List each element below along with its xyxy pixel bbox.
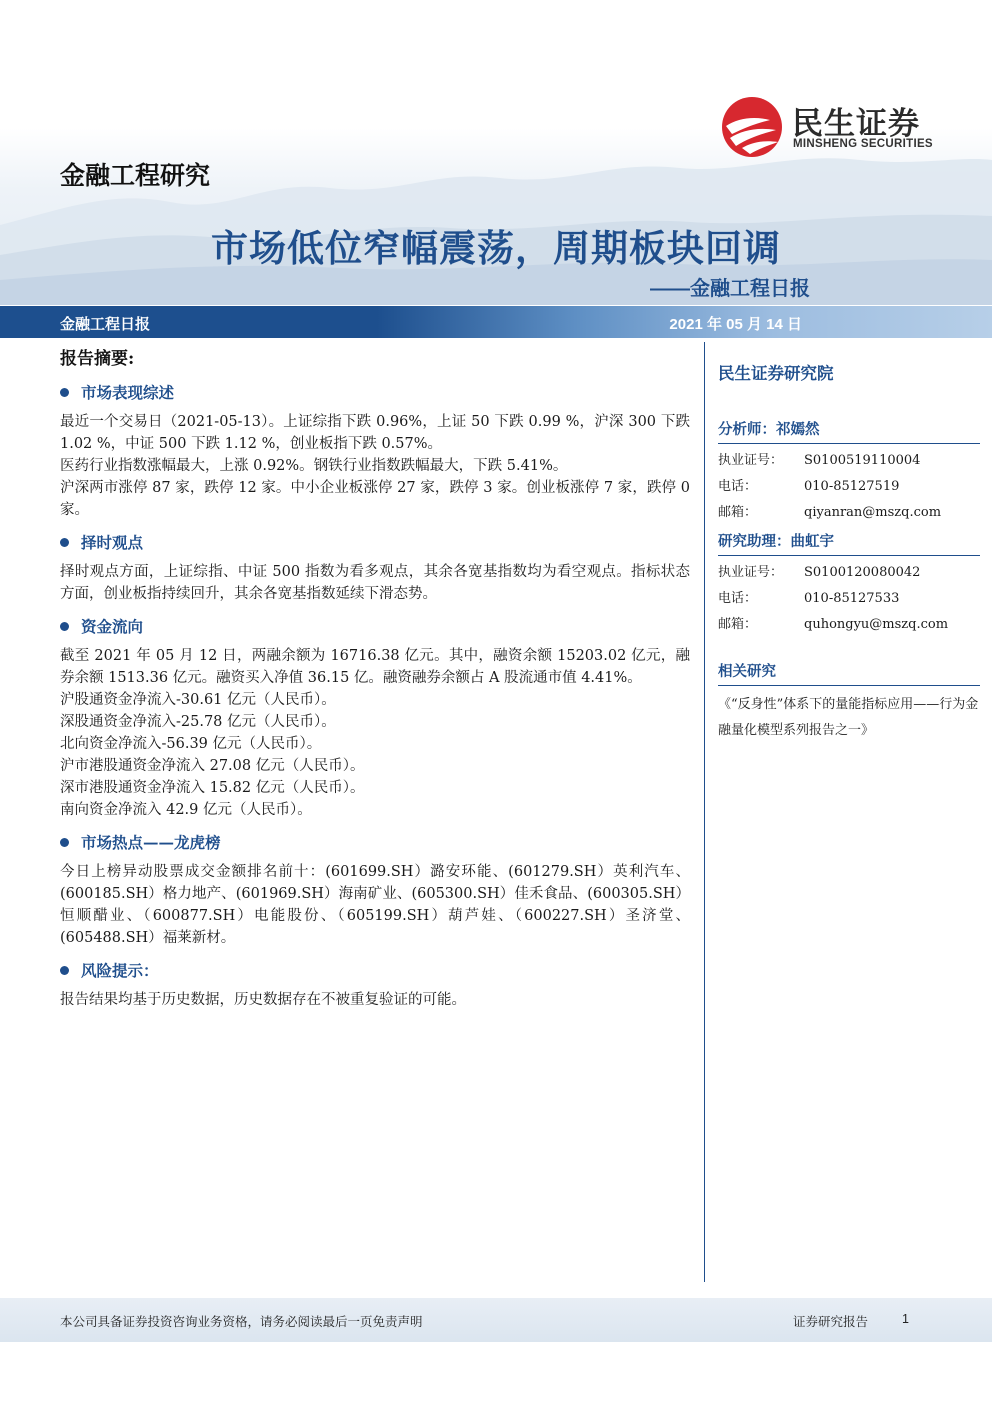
minsheng-logo — [720, 96, 960, 158]
paragraph: 南向资金净流入 42.9 亿元（人民币）。 — [60, 802, 312, 818]
abstract-title: 报告摘要: — [60, 349, 135, 369]
paragraph: 择时观点方面，上证综指、中证 500 指数为看多观点，其余各宽基指数均为看空观点。指标状态方面，创业板指持续回升，其余各宽基指数延续下滑态势。 — [60, 564, 690, 602]
section-heading-hotspots — [60, 831, 690, 853]
assistant-email-link[interactable]: quhongyu@mszq.com — [804, 617, 949, 632]
report-info-bar — [0, 306, 992, 338]
field-label: 执业证号： — [718, 453, 784, 468]
report-type: 金融工程日报 — [60, 316, 151, 333]
paragraph: 沪股通资金净流入-30.61 亿元（人民币）。 — [60, 692, 336, 708]
section-heading-text: 市场表现综述 — [81, 383, 175, 402]
bullet-icon — [60, 538, 69, 547]
field-value: 010-85127519 — [804, 479, 900, 494]
assistant-phone-row — [718, 586, 980, 612]
section-heading-text: 择时观点 — [81, 533, 144, 552]
abstract-column — [60, 344, 690, 1015]
section-heading-timing — [60, 531, 690, 553]
assistant-license-row — [718, 560, 980, 586]
related-research-heading: 相关研究 — [718, 660, 980, 686]
paragraph: 最近一个交易日（2021-05-13）。上证综指下跌 0.96%，上证 50 下跌 0.99 %，沪深 300 下跌 1.02 %，中证 500 下跌 1.12 %，创业板指下跌 0.57%。 — [60, 414, 690, 452]
field-label: 电话： — [718, 479, 758, 494]
logo-name-en: MINSHENG SECURITIES — [793, 138, 933, 150]
paragraph: 截至 2021 年 05 月 12 日，两融余额为 16716.38 亿元。其中，融资余额 15203.02 亿元，融券余额 1513.36 亿元。融资买入净值 36.15 亿。融资融券余额占 A 股流通市值 4.41%。 — [60, 648, 690, 686]
sidebar — [718, 344, 980, 744]
paragraph: 深市港股通资金净流入 15.82 亿元（人民币）。 — [60, 780, 365, 796]
bullet-icon — [60, 388, 69, 397]
section-heading-text: 风险提示： — [81, 961, 159, 980]
section-heading-text: 资金流向 — [81, 617, 144, 636]
page-number: 1 — [902, 1312, 909, 1326]
header-background — [0, 0, 992, 305]
research-institute: 民生证券研究院 — [718, 364, 834, 383]
page-footer — [0, 1298, 992, 1342]
section-heading-market-overview — [60, 381, 690, 403]
paragraph: 沪市港股通资金净流入 27.08 亿元（人民币）。 — [60, 758, 365, 774]
analyst-email-link[interactable]: qiyanran@mszq.com — [804, 505, 942, 520]
analyst-heading: 分析师：祁嫣然 — [718, 418, 980, 444]
section-heading-fund-flow — [60, 615, 690, 637]
field-label: 执业证号： — [718, 565, 784, 580]
analyst-email-row — [718, 500, 980, 526]
bullet-icon — [60, 838, 69, 847]
column-divider — [704, 342, 705, 1282]
paragraph: 医药行业指数涨幅最大，上涨 0.92%。钢铁行业指数跌幅最大，下跌 5.41%。 — [60, 458, 568, 474]
minsheng-logo-mark — [720, 96, 784, 158]
field-label: 邮箱： — [718, 505, 758, 520]
paragraph: 沪深两市涨停 87 家，跌停 12 家。中小企业板涨停 27 家，跌停 3 家。创业板涨停 7 家，跌停 0 家。 — [60, 480, 690, 518]
field-value: S0100519110004 — [804, 453, 921, 468]
analyst-phone-row — [718, 474, 980, 500]
assistant-heading: 研究助理：曲虹宇 — [718, 530, 980, 556]
field-value: 010-85127533 — [804, 591, 900, 606]
analyst-license-row — [718, 448, 980, 474]
related-research-item[interactable]: 《“反身性”体系下的量能指标应用——行为金融量化模型系列报告之一》 — [718, 697, 979, 738]
footer-label: 证券研究报告 — [793, 1315, 869, 1329]
footer-disclaimer: 本公司具备证券投资咨询业务资格，请务必阅读最后一页免责声明 — [60, 1315, 423, 1329]
field-label: 电话： — [718, 591, 758, 606]
logo-name-cn: 民生证券 — [792, 106, 920, 141]
paragraph: 报告结果均基于历史数据，历史数据存在不被重复验证的可能。 — [60, 992, 466, 1008]
section-heading-text: 市场热点——龙虎榜 — [81, 833, 221, 852]
section-title: 金融工程研究 — [60, 162, 211, 190]
bullet-icon — [60, 966, 69, 975]
paragraph: 深股通资金净流入-25.78 亿元（人民币）。 — [60, 714, 336, 730]
bullet-icon — [60, 622, 69, 631]
field-value: S0100120080042 — [804, 565, 921, 580]
field-label: 邮箱： — [718, 617, 758, 632]
assistant-email-row — [718, 612, 980, 638]
section-heading-risk — [60, 959, 690, 981]
report-title: 市场低位窄幅震荡，周期板块回调 — [211, 228, 781, 269]
paragraph: 今日上榜异动股票成交金额排名前十：(601699.SH）潞安环能、(601279.SH）英利汽车、(600185.SH）格力地产、(601969.SH）海南矿业、(605300.SH）佳禾食品、(600305.SH）恒顺醋业、（600877.SH）电能股份、（605199.SH）葫芦娃、（600227.SH）圣济堂、(605488.SH）福莱新材。 — [60, 864, 690, 946]
report-subtitle: ——金融工程日报 — [650, 278, 810, 300]
report-date: 2021 年 05 月 14 日 — [669, 316, 802, 333]
paragraph: 北向资金净流入-56.39 亿元（人民币）。 — [60, 736, 322, 752]
